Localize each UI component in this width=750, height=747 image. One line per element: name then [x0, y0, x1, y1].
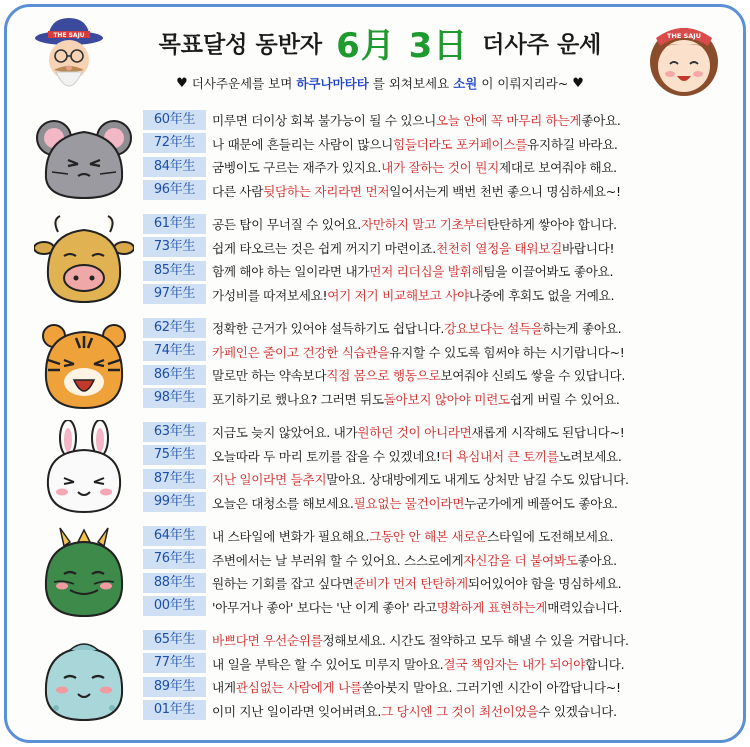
- heart-icon: ♥: [176, 75, 188, 91]
- fortune-text: 바랍니다!: [562, 240, 615, 256]
- fortune-lines: [143, 108, 733, 202]
- rabbit-icon: [34, 420, 134, 516]
- fortune-lines: [143, 420, 733, 514]
- fortune-highlight: 바쁘다면 우선순위를: [212, 633, 323, 649]
- fortune-highlight: 천천히 열정을 태워보길: [435, 240, 562, 256]
- year-label: 99年生: [143, 492, 206, 512]
- svg-text:THE SAJU: THE SAJU: [667, 32, 701, 40]
- fortune-line: [143, 387, 733, 411]
- fortune-text: 오늘따라 두 마리 토끼를 잡을 수 있겠네요!: [212, 448, 441, 464]
- zodiac-group-ox: [0, 210, 750, 311]
- fortune-text: 나 때문에 흔들리는 사람이 많으니: [212, 136, 393, 152]
- year-label: 88年生: [143, 573, 206, 593]
- year-label: 89年生: [143, 677, 206, 697]
- fortune-text: 되어있어야 함을 명심하세요.: [467, 576, 622, 592]
- fortune-text: 쉽게 버릴 수 있어요.: [509, 391, 620, 407]
- ox-icon: [34, 212, 134, 308]
- year-label: 00年生: [143, 596, 206, 616]
- year-label: 74年生: [143, 341, 206, 361]
- fortune-text: 스타일에 도전해보세요.: [487, 529, 614, 545]
- fortune-text: 유지할 수 있도록 힘써야 하는 시기랍니다~!: [389, 344, 625, 360]
- year-label: 01年生: [143, 700, 206, 720]
- fortune-text: 정해보세요. 시간도 절약하고 모두 해낼 수 있을 거랍니다.: [322, 633, 629, 649]
- fortune-line: [143, 491, 733, 515]
- fortune-line: [143, 259, 733, 283]
- year-label: 73年生: [143, 237, 206, 257]
- fortune-line: [143, 155, 733, 179]
- fortune-text: 원하는 기회를 잡고 싶다면: [212, 576, 354, 592]
- year-label: 87年生: [143, 469, 206, 489]
- fortune-highlight: 그동안 안 해본 새로운: [369, 529, 488, 545]
- fortune-line: [143, 420, 733, 444]
- fortune-text: 좋아요.: [581, 113, 621, 129]
- svg-text:THE SAJU: THE SAJU: [53, 32, 85, 39]
- fortune-text: 가성비를 따져보세요!: [212, 287, 328, 303]
- year-label: 97年生: [143, 284, 206, 304]
- year-label: 85年生: [143, 261, 206, 281]
- fortune-lines: [143, 628, 733, 722]
- girl-character-icon: [644, 18, 724, 100]
- fortune-highlight: 지난 일이라면 들추지: [212, 472, 327, 488]
- year-label: 63年生: [143, 422, 206, 442]
- year-label: 60年生: [143, 110, 206, 130]
- subtitle-part1: 더사주운세를 보며: [191, 76, 293, 91]
- fortune-text: 노려보세요.: [558, 448, 622, 464]
- fortune-line: [143, 340, 733, 364]
- year-label: 62年生: [143, 318, 206, 338]
- header: [0, 0, 750, 100]
- fortune-highlight: 결국 책임자는 내가 되어야: [443, 656, 585, 672]
- year-label: 96年生: [143, 180, 206, 200]
- zodiac-group-rabbit: [0, 418, 750, 519]
- fortune-text: 새롭게 시작해도 된답니다~!: [471, 425, 625, 441]
- year-label: 77年生: [143, 653, 206, 673]
- fortune-line: [143, 595, 733, 619]
- fortune-text: 쏟아붓지 말아요. 그러기엔 시간이 아깝답니다~!: [361, 680, 621, 696]
- fortune-highlight: 직접 몸으로 행동으로: [326, 368, 441, 384]
- fortune-text: '아무거나 좋아' 보다는 '난 이게 좋아' 라고: [212, 599, 437, 615]
- year-label: 64年生: [143, 526, 206, 546]
- fortune-text: 주변에서는 날 부러워 할 수 있어요. 스스로에게: [212, 552, 464, 568]
- fortune-line: [143, 363, 733, 387]
- fortune-teller-icon: [32, 14, 106, 100]
- fortune-text: 내게: [212, 680, 236, 696]
- year-label: 65年生: [143, 630, 206, 650]
- zodiac-group-rat: [0, 106, 750, 207]
- fortune-text: 유지하길 바라요.: [527, 136, 618, 152]
- fortune-text: 내 스타일에 변화가 필요해요.: [212, 529, 370, 545]
- fortune-highlight: 자신감을 더 붙여봐도: [463, 552, 578, 568]
- fortune-text: 공든 탑이 무너질 수 있어요.: [212, 217, 362, 233]
- fortune-line: [143, 628, 733, 652]
- fortune-text: 나중에 후회도 없을 거예요.: [468, 287, 615, 303]
- year-label: 72年生: [143, 133, 206, 153]
- fortune-highlight: 먼저 리더십을 발휘해: [369, 264, 484, 280]
- fortune-text: 하는게 좋아요.: [542, 321, 622, 337]
- fortune-text: 굼벵이도 구르는 재주가 있지요.: [212, 160, 382, 176]
- fortune-text: 오늘은 대청소를 해보세요.: [212, 495, 354, 511]
- year-label: 84年生: [143, 157, 206, 177]
- fortune-line: [143, 444, 733, 468]
- heart-icon: ♥: [572, 75, 584, 91]
- fortune-highlight: 내가 잘하는 것이 뭔지: [381, 160, 499, 176]
- fortune-text: 탄탄하게 쌓아야 합니다.: [487, 217, 617, 233]
- fortune-line: [143, 652, 733, 676]
- fortune-highlight: 필요없는 물건이라면: [353, 495, 465, 511]
- zodiac-group-dragon: [0, 522, 750, 623]
- fortune-text: 말아요. 상대방에게도 내게도 상처만 남길 수도 있답니다.: [326, 472, 629, 488]
- fortune-text: 팀을 이끌어봐도 좋아요.: [483, 264, 614, 280]
- fortune-line: [143, 675, 733, 699]
- year-label: 98年生: [143, 388, 206, 408]
- fortune-line: [143, 571, 733, 595]
- title-prefix: 목표달성 동반자: [158, 31, 323, 58]
- year-label: 61年生: [143, 214, 206, 234]
- fortune-highlight: 준비가 먼저 탄탄하게: [353, 576, 468, 592]
- zodiac-group-snake: [0, 626, 750, 727]
- page-title: [130, 20, 630, 64]
- tiger-icon: [34, 316, 134, 412]
- fortune-line: [143, 179, 733, 203]
- fortune-highlight: 강요보다는 설득을: [444, 321, 543, 337]
- subtitle-part2: 를 외쳐보세요: [372, 76, 450, 91]
- fortune-line: [143, 236, 733, 260]
- subtitle-highlight1: 하쿠나마타타: [296, 76, 369, 91]
- fortune-text: 쉽게 타오르는 것은 쉽게 꺼지기 마련이죠.: [212, 240, 436, 256]
- fortune-text: 정확한 근거가 있어야 설득하기도 쉽답니다.: [212, 321, 445, 337]
- fortune-highlight: 뒷담하는 자리라면 먼저: [263, 183, 390, 199]
- fortune-text: 제대로 보여줘야 해요.: [498, 160, 617, 176]
- fortune-text: 포기하기로 했나요? 그러면 뒤도: [212, 391, 384, 407]
- fortune-highlight: 오늘 안에 꼭 마무리 하는게: [435, 113, 582, 129]
- fortune-line: [143, 467, 733, 491]
- fortune-text: 합니다.: [584, 656, 625, 672]
- subtitle-highlight2: 소원: [453, 76, 478, 91]
- subtitle: [130, 72, 630, 94]
- snake-icon: [34, 628, 134, 724]
- title-suffix: 더사주 운세: [482, 31, 602, 58]
- fortune-text: 미루면 더이상 회복 불가능이 될 수 있으니: [212, 113, 436, 129]
- fortune-line: [143, 316, 733, 340]
- fortune-lines: [143, 524, 733, 618]
- fortune-lines: [143, 212, 733, 306]
- fortune-line: [143, 108, 733, 132]
- fortune-text: 일어서는게 백번 천번 좋으니 명심하세요~!: [389, 183, 621, 199]
- fortune-highlight: 돌아보지 않아야 미련도: [383, 391, 510, 407]
- fortune-highlight: 원하던 것이 아니라면: [357, 425, 472, 441]
- fortune-line: [143, 283, 733, 307]
- fortune-text: 내 일을 부탁은 할 수 있어도 미루지 말아요.: [212, 656, 444, 672]
- fortune-text: 수 있겠습니다.: [538, 703, 617, 719]
- fortune-highlight: 여기 저기 비교해보고 사야: [327, 287, 469, 303]
- fortune-line: [143, 548, 733, 572]
- zodiac-group-tiger: [0, 314, 750, 415]
- fortune-text: 이미 지난 일이라면 잊어버려요.: [212, 703, 382, 719]
- fortune-text: 누군가에게 베풀어도 좋아요.: [464, 495, 618, 511]
- fortune-highlight: 명확하게 표현하는게: [436, 599, 548, 615]
- fortune-line: [143, 524, 733, 548]
- fortune-highlight: 관심없는 사람에게 나를: [235, 680, 362, 696]
- subtitle-part3: 이 이뤄지리라~: [481, 76, 569, 91]
- fortune-highlight: 카페인은 줄이고 건강한 식습관을: [212, 344, 390, 360]
- fortune-line: [143, 699, 733, 723]
- fortune-text: 매력있습니다.: [547, 599, 623, 615]
- fortune-text: 보여줘야 신뢰도 쌓을 수 있답니다.: [440, 368, 626, 384]
- rat-icon: [34, 108, 134, 204]
- year-label: 76年生: [143, 549, 206, 569]
- fortune-line: [143, 132, 733, 156]
- fortune-highlight: 힘들더라도 포커페이스를: [392, 136, 528, 152]
- fortune-line: [143, 212, 733, 236]
- year-label: 86年生: [143, 365, 206, 385]
- fortune-text: 다른 사람: [212, 183, 264, 199]
- fortune-text: 좋아요.: [577, 552, 617, 568]
- fortune-highlight: 자만하지 말고 기초부터: [361, 217, 488, 233]
- year-label: 75年生: [143, 445, 206, 465]
- dragon-icon: [34, 524, 134, 620]
- fortune-text: 지금도 늦지 않았어요. 내가: [212, 425, 358, 441]
- fortune-highlight: 그 당시엔 그 것이 최선이었을: [381, 703, 539, 719]
- title-date: 6月 3日: [336, 25, 469, 66]
- fortune-text: 말로만 하는 약속보다: [212, 368, 327, 384]
- fortune-text: 함께 해야 하는 일이라면 내가: [212, 264, 370, 280]
- fortune-highlight: 더 욕심내서 큰 토끼를: [440, 448, 559, 464]
- fortune-lines: [143, 316, 733, 410]
